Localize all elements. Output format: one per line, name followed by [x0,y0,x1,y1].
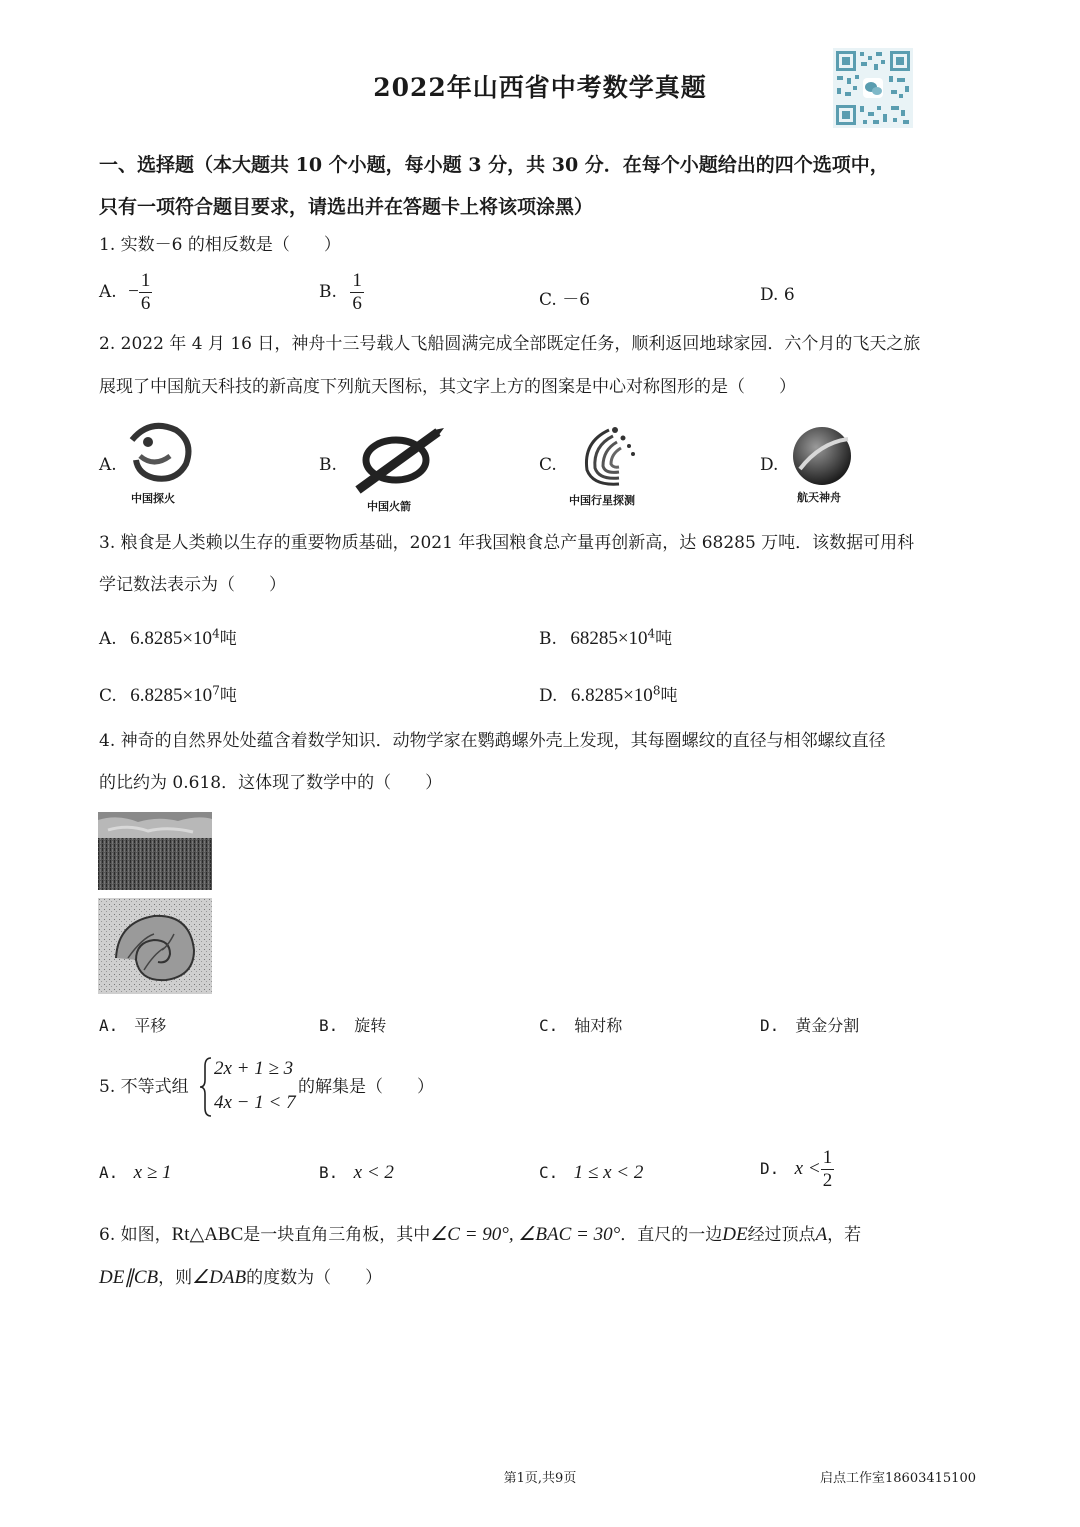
option-label: D. [760,1159,780,1178]
question-1-stem: 1. 实数－6 的相反数是（ ） [99,235,341,255]
question-6-line1 [99,1225,861,1245]
grassland-photo [98,812,212,890]
answer-expression: x ≥ 1 [133,1162,172,1183]
question-3-line2: 学记数法表示为（ ） [99,575,286,595]
numerator: 1 [352,270,362,291]
option-label: A. [99,1163,119,1182]
question-4-line2: 的比约为 0.618．这体现了数学中的（ ） [99,773,443,793]
fraction [821,1147,835,1192]
logo-caption: 航天神舟 [797,491,841,504]
question-2-line2: 展现了中国航天科技的新高度下列航天图标，其文字上方的图案是中心对称图形的是（ ） [99,377,796,397]
q6-text: ．直尺的一边 [620,1225,723,1245]
q5-option-c [539,1162,643,1184]
studio-contact: 启点工作室18603415100 [820,1471,976,1486]
option-label: C. [539,1163,559,1182]
unit: 吨 [655,629,673,649]
sci-notation-base: 6.8285×10 [570,685,653,706]
q6-text: 6. 如图， [99,1225,172,1245]
q6-text: 经过顶点 [747,1225,816,1245]
unit: 吨 [219,629,237,649]
option-label: A. [99,282,117,302]
unit: 吨 [219,686,237,706]
inequality-1: 2x + 1 ≥ 3 [214,1058,294,1079]
planetary-exploration-logo [575,424,645,490]
q4-option-c: C. 轴对称 [539,1016,623,1035]
answer-expression: 1 ≤ x < 2 [573,1162,644,1183]
section-heading-line1: 一、选择题（本大题共 10 个小题，每小题 3 分，共 30 分．在每个小题给出的四个选项中， [99,154,889,176]
minus-sign: − [128,281,139,302]
shenzhou-logo [790,425,854,487]
q2-option-b-label: B. [319,455,337,475]
sci-notation-base: 6.8285×10 [130,628,213,649]
option-label: B. [319,1163,339,1182]
q4-option-d: D. 黄金分割 [760,1016,860,1035]
sci-notation-base: 68285×10 [570,628,648,649]
question-5-prefix: 5. 不等式组 [99,1077,189,1097]
q3-option-b [539,624,672,650]
logo-caption: 中国行星探测 [569,494,635,507]
section-heading-line2: 只有一项符合题目要求，请选出并在答题卡上将该项涂黑） [99,196,594,218]
option-label: D. [539,686,558,706]
q1-option-a [99,270,152,315]
page-title: 2022年山西省中考数学真题 [373,73,707,102]
q6-math-angles: ∠C = 90°, ∠BAC = 30° [430,1224,621,1245]
question-5-suffix: 的解集是（ ） [298,1077,434,1097]
q1-option-c: C. －6 [539,290,591,310]
question-4-line1: 4. 神奇的自然界处处蕴含着数学知识．动物学家在鹦鹉螺外壳上发现，其每圈螺纹的直径与相邻螺纹直径 [99,731,886,751]
mars-exploration-logo [120,420,200,490]
exponent: 4 [647,626,656,641]
answer-expression: x < 2 [353,1162,394,1183]
q6-text: 的度数为（ ） [246,1268,383,1288]
q6-math-a: A [815,1224,828,1245]
q6-math-triangle: Rt△ABC [171,1224,244,1245]
nautilus-shell-photo [98,898,212,994]
q6-math-de: DE [722,1224,748,1245]
q2-option-c-label: C. [539,455,557,475]
q4-option-b: B. 旋转 [319,1016,387,1035]
unit: 吨 [660,686,678,706]
q5-option-a [99,1162,172,1184]
sci-notation-base: 6.8285×10 [130,685,213,706]
q1-option-d: D. 6 [760,285,795,305]
question-6-line2 [99,1268,382,1288]
option-label: A. [99,629,117,649]
page-number: 第1页,共9页 [503,1471,577,1486]
qr-code-image [833,48,913,128]
fraction [139,270,153,315]
q3-option-a [99,624,237,650]
q6-math-angle-dab: ∠DAB [192,1267,247,1288]
option-label: B. [539,629,557,649]
q6-text: ，则 [158,1268,193,1288]
q6-math-parallel: DE∥CB [99,1267,159,1288]
logo-caption: 中国探火 [131,492,175,505]
china-rocket-logo [350,428,445,498]
denominator: 6 [140,293,151,314]
exponent: 4 [212,626,220,641]
denominator: 2 [822,1170,833,1191]
inequality-2: 4x − 1 < 7 [214,1092,296,1113]
q5-option-b [319,1162,394,1184]
logo-caption: 中国火箭 [367,500,411,513]
exponent: 8 [652,683,661,698]
option-label: B. [319,282,337,302]
q6-text: ，若 [827,1225,862,1245]
q2-option-a-label: A. [99,455,117,475]
question-3-line1: 3. 粮食是人类赖以生存的重要物质基础，2021 年我国粮食总产量再创新高，达 68285 万吨．该数据可用科 [99,533,915,553]
q1-option-b [319,270,364,315]
numerator: 1 [822,1147,833,1168]
left-brace [199,1056,213,1118]
numerator: 1 [140,270,151,291]
q2-option-d-label: D. [760,455,779,475]
q3-option-c [99,681,237,707]
q5-option-d [760,1147,834,1192]
answer-expression: x < [794,1158,821,1179]
exponent: 7 [212,683,220,698]
question-2-line1: 2. 2022 年 4 月 16 日，神舟十三号载人飞船圆满完成全部既定任务，顺利返回地球家园．六个月的飞天之旅 [99,334,921,354]
q6-text: 是一块直角三角板，其中 [243,1225,431,1245]
fraction [350,270,364,315]
option-label: C. [99,686,117,706]
q3-option-d [539,681,677,707]
denominator: 6 [352,293,362,314]
q4-option-a: A. 平移 [99,1016,167,1035]
